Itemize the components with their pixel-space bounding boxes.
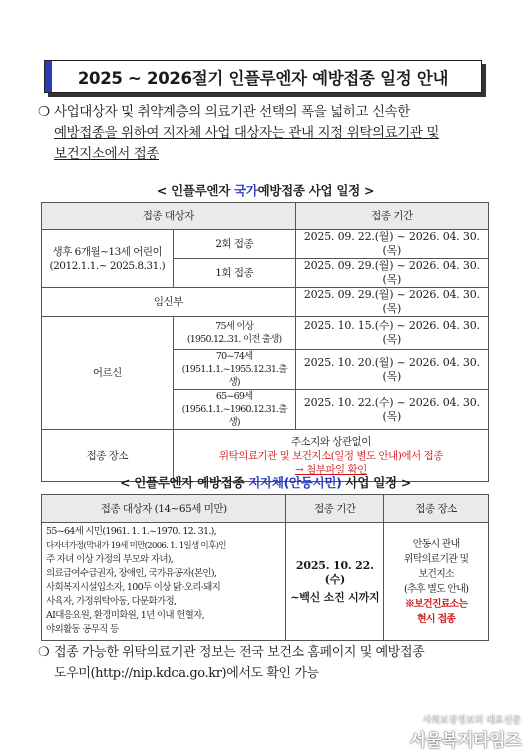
elder-age: 75세 이상 <box>215 321 254 332</box>
table-row <box>42 317 489 350</box>
watermark-sub: 사회보장정보의 대표신문 <box>422 716 521 726</box>
header-place: 접종 장소 <box>384 495 489 523</box>
section2-heading-highlight: 지자체(안동시민) <box>248 475 342 490</box>
header-period: 접종 기간 <box>286 495 384 523</box>
intro-line-1: 사업대상자 및 취약계층의 의료기관 선택의 폭을 넓히고 신속한 <box>54 104 410 120</box>
child-range: (2012.1.1.~ 2025.8.31.) <box>49 259 166 272</box>
section2-heading <box>0 473 531 491</box>
elder-age-cell <box>173 317 295 350</box>
elder-age-cell <box>173 350 295 390</box>
intro-paragraph <box>38 102 494 165</box>
title-accent-bar <box>45 61 52 92</box>
place-label: 접종 장소 <box>42 430 174 482</box>
section1-heading <box>0 181 531 199</box>
pregnant-period: 2025. 09. 29.(월) ~ 2026. 04. 30.(목) <box>295 288 488 317</box>
outro-line-1: 접종 가능한 위탁의료기관 정보는 전국 보건소 홈페이지 및 예방접종 <box>54 645 425 660</box>
header-target: 접종 대상자 <box>42 203 296 230</box>
target-line: 야외활동 공무직 등 <box>46 624 119 635</box>
table-header-row <box>42 495 489 523</box>
child-target-cell <box>42 230 174 288</box>
local-period-start: 2025. 10. 22.(수) <box>295 558 374 586</box>
intro-bullet-icon: ❍ <box>38 104 50 120</box>
header-target: 접종 대상자 (14~65세 미만) <box>42 495 286 523</box>
local-period-end: ~백신 소진 시까지 <box>290 590 380 604</box>
target-line: 사회복지시설입소자, 100두 이상 닭·오리·돼지 <box>46 582 221 593</box>
outro-paragraph <box>38 642 504 684</box>
elder-birth: (1951.1.1.~1955.12.31.출생) <box>181 364 287 388</box>
elder-period: 2025. 10. 20.(월) ~ 2026. 04. 30.(목) <box>295 350 488 390</box>
page-title: 2025 ~ 2026절기 인플루엔자 예방접종 일정 안내 <box>77 68 449 88</box>
target-line: 의료급여수급권자, 장애인, 국가유공자(본인), <box>46 568 217 579</box>
elder-period: 2025. 10. 22.(수) ~ 2026. 04. 30.(목) <box>295 390 488 430</box>
table-row <box>42 230 489 259</box>
place-line: 안동시 관내 <box>412 538 460 550</box>
section2-heading-pre: < 인플루엔자 예방접종 <box>119 475 249 490</box>
child-period: 2025. 09. 29.(월) ~ 2026. 04. 30.(목) <box>295 259 488 288</box>
table-header-row <box>42 203 489 230</box>
target-line: AI대응요원, 환경미화원, 1년 이내 헌혈자, <box>46 610 204 621</box>
place-red-line-1: ※보건진료소는 <box>404 598 468 610</box>
target-line: 주 자녀 이상 가정의 부모와 자녀), <box>46 554 174 565</box>
outro-bullet-icon: ❍ <box>38 645 50 660</box>
intro-line-2: 예방접종을 위하여 지자체 사업 대상자는 관내 지정 위탁의료기관 및 <box>54 125 440 141</box>
local-target-cell <box>42 523 286 641</box>
elder-birth: (1950.12..31. 이전 출생) <box>186 334 282 345</box>
title-box <box>44 60 482 93</box>
child-dose: 2회 접종 <box>173 230 295 259</box>
place-line: 보건지소 <box>418 568 454 580</box>
elder-age: 65~69세 <box>215 391 253 402</box>
local-schedule-table <box>41 494 489 641</box>
target-line: 다자녀가정(막내가 19세 미만(2006. 1. 1일생 이후)인 <box>46 541 226 551</box>
child-period: 2025. 09. 22.(월) ~ 2026. 04. 30.(목) <box>295 230 488 259</box>
target-line: 55~64세 시민(1961. 1. 1.~1970. 12. 31.), <box>46 526 216 537</box>
section2-heading-post: 사업 일정 > <box>341 475 411 490</box>
pregnant-label: 임신부 <box>42 288 296 317</box>
watermark <box>410 713 521 751</box>
place-line-3: → 첨부파일 확인 <box>294 463 367 476</box>
place-line-1: 주소지와 상관없이 <box>290 435 371 448</box>
outro-line-2: 도우미(http://nip.kdca.go.kr)에서도 확인 가능 <box>54 666 319 681</box>
target-line: 사육자, 가정위탁아동, 다문화가정, <box>46 596 177 607</box>
place-line: (추후 별도 안내) <box>404 583 469 595</box>
intro-line-3: 보건지소에서 접종 <box>54 146 160 162</box>
national-schedule-table <box>41 202 489 482</box>
watermark-brand: 서울복지타임즈 <box>409 731 521 751</box>
local-place-cell <box>384 523 489 641</box>
section1-heading-highlight: 국가 <box>234 183 258 198</box>
place-line-2: 위탁의료기관 및 보건지소(일정 별도 안내)에서 접종 <box>218 449 443 462</box>
section1-heading-pre: < 인플루엔자 <box>156 183 235 198</box>
table-row <box>42 288 489 317</box>
elder-birth: (1956.1.1.~1960.12.31.출생) <box>181 404 287 428</box>
local-period-cell <box>286 523 384 641</box>
child-label: 생후 6개월~13세 어린이 <box>52 245 163 258</box>
place-line: 위탁의료기관 및 <box>403 553 469 565</box>
child-dose: 1회 접종 <box>173 259 295 288</box>
elder-period: 2025. 10. 15.(수) ~ 2026. 04. 30.(목) <box>295 317 488 350</box>
elder-age-cell <box>173 390 295 430</box>
table-row <box>42 523 489 641</box>
section1-heading-post: 예방접종 사업 일정 > <box>257 183 375 198</box>
elder-label: 어르신 <box>42 317 174 430</box>
elder-age: 70~74세 <box>215 351 253 362</box>
place-red-line-2: 현시 접종 <box>417 613 456 625</box>
header-period: 접종 기간 <box>295 203 488 230</box>
